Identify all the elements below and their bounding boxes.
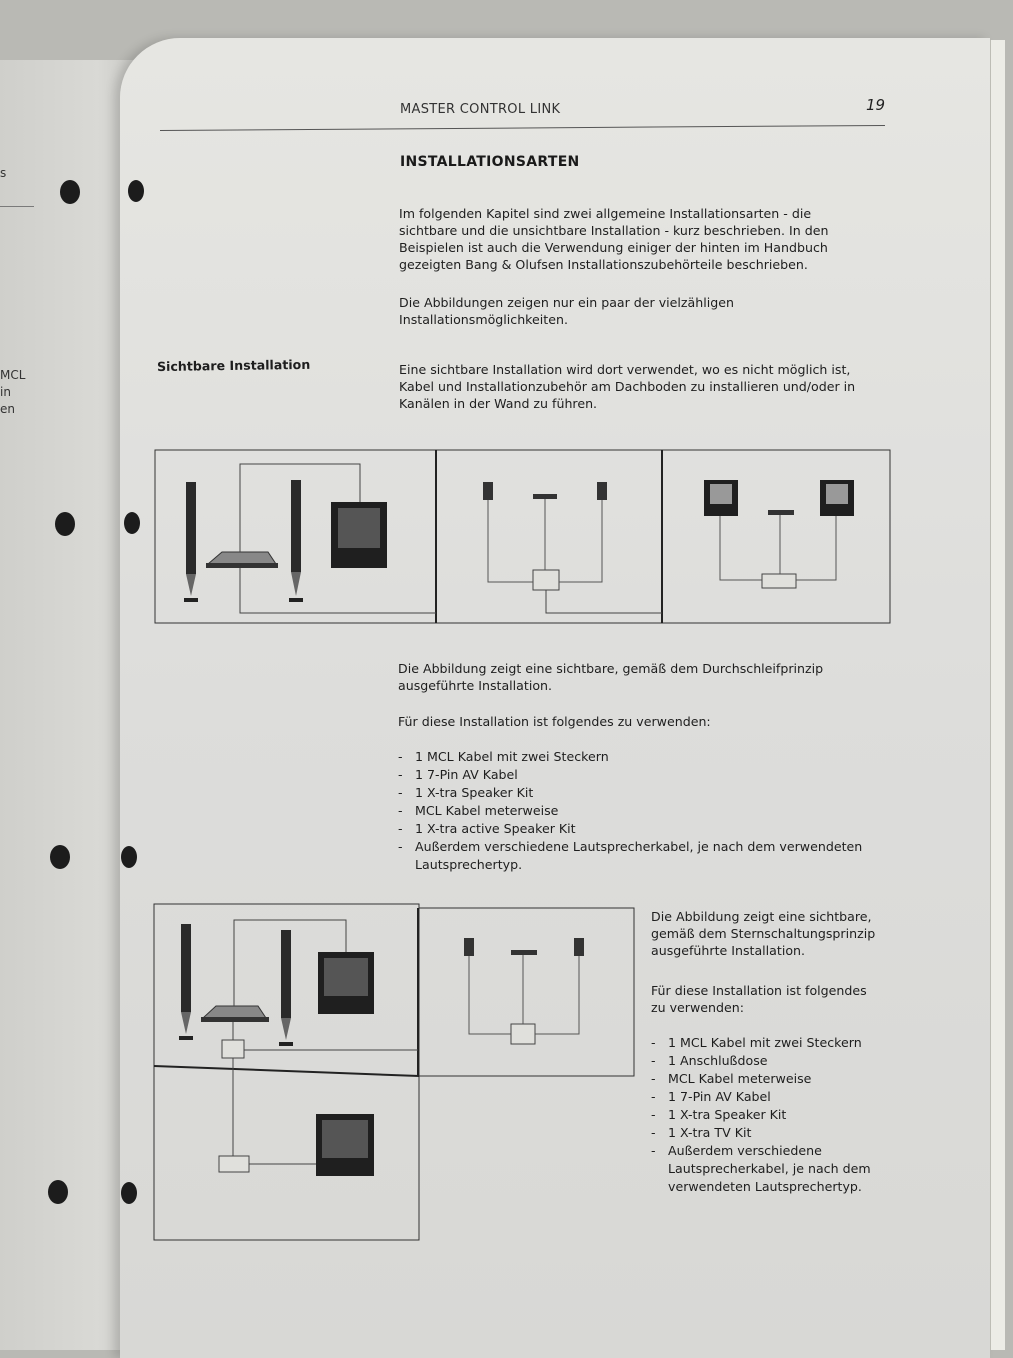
page-stack-edge xyxy=(990,40,1005,1350)
cable-line xyxy=(488,500,533,582)
side-heading: Sichtbare Installation xyxy=(156,356,311,374)
running-header: MASTER CONTROL LINK xyxy=(400,102,561,117)
television-icon xyxy=(318,952,374,1014)
list-item: - 1 7-Pin AV Kabel xyxy=(651,1088,871,1106)
text-line: Für diese Installation ist folgendes xyxy=(651,983,867,998)
list-item: - Außerdem verschiedene Lautsprecherkabel, je nach dem verwendeten xyxy=(398,838,862,856)
figure-star-installation xyxy=(150,900,640,1246)
binder-hole xyxy=(50,845,70,869)
list-item-continuation xyxy=(398,856,862,874)
figure-2-parts-list xyxy=(651,1034,871,1196)
page-binder-hole xyxy=(128,180,144,202)
binder-hole xyxy=(48,1180,68,1204)
loudspeaker-left-icon xyxy=(179,924,193,1040)
text-line: sichtbare und die unsichtbare Installation - kurz beschrieben. In den xyxy=(399,223,829,238)
facing-left-page xyxy=(0,60,140,1350)
list-item: - 1 X-tra active Speaker Kit xyxy=(398,820,862,838)
connection-box-icon xyxy=(762,574,796,588)
section-title: INSTALLATIONSARTEN xyxy=(400,154,580,170)
list-item: - 1 7-Pin AV Kabel xyxy=(398,766,862,784)
list-item: - 1 X-tra TV Kit xyxy=(651,1124,871,1142)
left-page-rule xyxy=(0,206,34,207)
binder-hole xyxy=(60,180,80,204)
figure-1-parts-list xyxy=(398,748,862,874)
cable-line xyxy=(559,500,602,582)
television-icon xyxy=(331,502,387,568)
cable-line xyxy=(535,956,579,1034)
list-item-continuation xyxy=(651,1160,871,1178)
list-item: - MCL Kabel meterweise xyxy=(651,1070,871,1088)
text-line: Eine sichtbare Installation wird dort verwendet, wo es nicht möglich ist, xyxy=(399,362,851,377)
cable-line xyxy=(240,568,436,613)
loudspeaker-right-icon xyxy=(289,480,303,602)
text-line: zu verwenden: xyxy=(651,1000,744,1015)
audio-video-system-icon xyxy=(206,552,278,568)
text-line: Kabel und Installationzubehör am Dachboden zu installieren und/oder in xyxy=(399,379,856,394)
text-line: ausgeführte Installation. xyxy=(651,943,806,958)
connection-box-icon xyxy=(219,1156,249,1172)
panel-divider xyxy=(154,1066,419,1076)
figure-1-caption xyxy=(398,660,823,694)
loudspeaker-right-icon xyxy=(279,930,293,1046)
list-item: - Außerdem verschiedene xyxy=(651,1142,871,1160)
figure-2-list-intro xyxy=(651,982,867,1016)
text-line: Lautsprechertyp. xyxy=(415,857,523,872)
text-line: Die Abbildung zeigt eine sichtbare, gemäß dem Durchschleifprinzip xyxy=(398,661,824,676)
intro-paragraph-2 xyxy=(399,294,734,328)
list-item: - MCL Kabel meterweise xyxy=(398,802,862,820)
audio-video-system-icon xyxy=(201,1006,269,1022)
binder-hole xyxy=(55,512,75,536)
loudspeaker-left-icon xyxy=(184,482,198,602)
text-line: gemäß dem Sternschaltungsprinzip xyxy=(651,926,876,941)
page-number: 19 xyxy=(866,96,886,114)
figure-frame xyxy=(419,908,634,1076)
text-line: gezeigten Bang & Olufsen Installationszubehörteile beschrieben. xyxy=(399,257,808,272)
page-binder-hole xyxy=(124,512,140,534)
left-page-text-fragment: in xyxy=(0,385,11,399)
list-item-continuation xyxy=(651,1178,871,1196)
list-item: - 1 MCL Kabel mit zwei Steckern xyxy=(398,748,862,766)
list-item: - 1 X-tra Speaker Kit xyxy=(651,1106,871,1124)
link-room-speakers-icon xyxy=(464,938,584,956)
figure-1-list-intro: Für diese Installation ist folgendes zu verwenden: xyxy=(398,714,711,729)
second-room-television-icon xyxy=(316,1114,374,1176)
connection-box-icon xyxy=(533,570,559,590)
list-item: - 1 MCL Kabel mit zwei Steckern xyxy=(651,1034,871,1052)
page-binder-hole xyxy=(121,846,137,868)
figure-loop-through-installation xyxy=(150,446,895,630)
text-line: Beispielen ist auch die Verwendung einiger der hinten im Handbuch xyxy=(399,240,828,255)
text-line: Kanälen in der Wand zu führen. xyxy=(399,396,598,411)
left-page-text-fragment: s xyxy=(0,166,7,180)
cable-line xyxy=(469,956,511,1034)
left-page-text-fragment: en xyxy=(0,402,15,416)
intro-paragraph-1 xyxy=(399,205,828,273)
text-line: verwendeten Lautsprechertyp. xyxy=(668,1179,862,1194)
text-line: Installationsmöglichkeiten. xyxy=(399,312,568,327)
page-binder-hole xyxy=(121,1182,137,1204)
connection-box-icon xyxy=(222,1040,244,1058)
list-item: - 1 Anschlußdose xyxy=(651,1052,871,1070)
connection-box-icon xyxy=(511,1024,535,1044)
left-page-text-fragment: MCL xyxy=(0,368,26,382)
text-line: ausgeführte Installation. xyxy=(398,678,553,693)
link-room-speakers-icon xyxy=(483,482,607,500)
cable-line xyxy=(546,590,662,613)
figure-2-caption xyxy=(651,908,875,959)
text-line: Im folgenden Kapitel sind zwei allgemeine Installationsarten - die xyxy=(399,206,812,221)
visible-installation-description xyxy=(399,361,855,412)
text-line: Lautsprecherkabel, je nach dem xyxy=(668,1161,871,1176)
cable-line xyxy=(720,516,762,580)
text-line: Die Abbildung zeigt eine sichtbare, xyxy=(651,909,872,924)
text-line: Die Abbildungen zeigen nur ein paar der vielzähligen xyxy=(399,295,734,310)
active-speakers-icon xyxy=(704,480,854,516)
cable-line xyxy=(796,516,836,580)
list-item: - 1 X-tra Speaker Kit xyxy=(398,784,862,802)
